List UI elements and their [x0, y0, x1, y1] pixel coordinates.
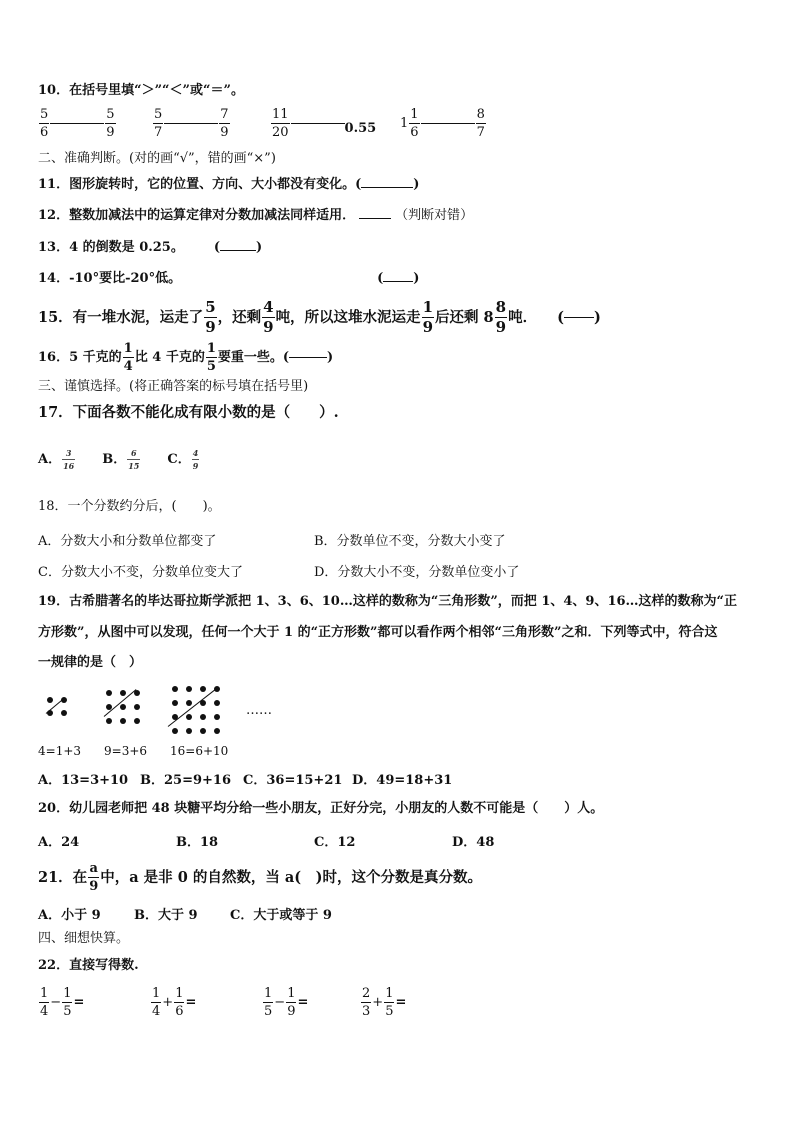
- q17-option-b[interactable]: B．: [102, 451, 127, 467]
- section-4-heading: 四、细想快算。: [38, 931, 130, 946]
- fraction: $\frac{7}{9}$: [220, 107, 229, 140]
- q18-option-a[interactable]: A．分数大小和分数单位都变了: [38, 534, 217, 549]
- q21-option-b[interactable]: B．大于 9: [134, 908, 198, 923]
- q20-option-c[interactable]: C．12: [314, 835, 356, 850]
- q16: 16．5 千克的 $\frac{1}{4}$ 比 4 千克的 $\frac{1}{5}$ 要重一些。( ): [38, 341, 334, 374]
- q20-option-b[interactable]: B．18: [176, 835, 219, 850]
- figure-caption-2: 9=3+6: [104, 744, 148, 758]
- q22-item-1: [38, 987, 84, 1018]
- answer-blank[interactable]: [564, 317, 594, 318]
- fraction: $\frac{1}{6}$: [175, 986, 184, 1019]
- q19-option-b[interactable]: B．25=9+16: [140, 773, 232, 788]
- equals-sign: =: [73, 995, 85, 1010]
- q20-text: 20．幼儿园老师把 48 块糖平均分给一些小朋友，正好分完，小朋友的人数不可能是（ ）人。: [38, 801, 604, 816]
- q10-item-1: [38, 108, 117, 139]
- figure-ellipsis: ……: [246, 703, 272, 718]
- fraction: $\frac{5}{6}$: [40, 107, 49, 140]
- answer-blank[interactable]: [164, 123, 218, 124]
- q19-option-a[interactable]: A．13=3+10: [38, 773, 129, 788]
- fraction: $\frac{a}{9}$: [89, 861, 99, 894]
- fraction: $\frac{1}{4}$: [152, 986, 161, 1019]
- fraction: $\frac{5}{9}$: [205, 298, 216, 336]
- q10-item-3: [270, 108, 376, 139]
- fraction: $\frac{4}{9}$: [192, 448, 199, 471]
- q20-option-d[interactable]: D．48: [452, 835, 495, 850]
- figure-caption-1: 4=1+3: [38, 744, 82, 758]
- q10-text: 10．在括号里填“＞”“＜”或“＝”。: [38, 83, 244, 98]
- fraction: $\frac{1}{4}$: [40, 986, 49, 1019]
- q18-option-c[interactable]: C．分数大小不变，分数单位变大了: [38, 565, 243, 580]
- answer-blank[interactable]: [421, 123, 475, 124]
- fraction: $\frac{1}{5}$: [385, 986, 394, 1019]
- figure-caption-3: 16=6+10: [170, 744, 229, 758]
- q19-line-2: 方形数”，从图中可以发现，任何一个大于 1 的“正方形数”都可以看作两个相邻“三角形数”之和．下列等式中，符合这: [38, 625, 718, 640]
- q22-item-2: [150, 987, 196, 1018]
- q18-option-b[interactable]: B．分数单位不变，分数大小变了: [314, 534, 506, 549]
- fraction: $\frac{1}{5}$: [264, 986, 273, 1019]
- fraction: $\frac{2}{3}$: [362, 986, 371, 1019]
- answer-blank[interactable]: [220, 250, 256, 251]
- q17-option-a[interactable]: A．: [38, 451, 62, 467]
- q18-option-d[interactable]: D．分数大小不变，分数单位变小了: [314, 565, 520, 580]
- fraction: $\frac{1}{4}$: [123, 341, 133, 374]
- q22-text: 22．直接写得数.: [38, 958, 139, 973]
- q20-option-a[interactable]: A．24: [38, 835, 80, 850]
- q19-line-1: 19．古希腊著名的毕达哥拉斯学派把 1、3、6、10…这样的数称为“三角形数”，而把 1、4、9、16…这样的数称为“正: [38, 594, 738, 609]
- q19-line-3: 一规律的是（ ）: [38, 655, 143, 670]
- q13: 13．4 的倒数是 0.25。 ( ): [38, 240, 263, 255]
- answer-blank[interactable]: [361, 187, 413, 188]
- q21: 21．在 $\frac{a}{9}$ 中，a 是非 0 的自然数，当 a( )时，这个分数是真分数。: [38, 861, 483, 894]
- answer-blank[interactable]: [383, 281, 413, 282]
- answer-blank[interactable]: [359, 218, 391, 219]
- q22-item-4: [360, 987, 406, 1018]
- answer-blank[interactable]: [289, 357, 327, 358]
- fraction: $\frac{3}{16}$: [63, 448, 75, 471]
- answer-blank[interactable]: [50, 123, 104, 124]
- whole-number: 1: [400, 116, 409, 131]
- fraction: $\frac{8}{7}$: [476, 107, 485, 140]
- fraction: $\frac{1}{5}$: [206, 341, 216, 374]
- q12: 12．整数加减法中的运算定律对分数加减法同样适用． （判断对错）: [38, 208, 474, 223]
- equals-sign: =: [297, 995, 309, 1010]
- q22-item-3: [262, 987, 308, 1018]
- q17-text: 17．下面各数不能化成有限小数的是（ ）.: [38, 404, 339, 421]
- q19-option-c[interactable]: C．36=15+21: [243, 773, 343, 788]
- fraction: $\frac{6}{15}$: [128, 448, 140, 471]
- equals-sign: =: [185, 995, 197, 1010]
- section-2-heading: 二、准确判断。(对的画“√”，错的画“×”): [38, 151, 276, 166]
- q21-option-a[interactable]: A．小于 9: [38, 908, 101, 923]
- equals-sign: =: [395, 995, 407, 1010]
- fraction: $\frac{4}{9}$: [263, 298, 274, 336]
- fraction: $\frac{5}{9}$: [106, 107, 115, 140]
- section-3-heading: 三、谨慎选择。(将正确答案的标号填在括号里): [38, 379, 309, 394]
- fraction: $\frac{1}{5}$: [63, 986, 72, 1019]
- operator: +: [372, 995, 384, 1010]
- q17-option-c[interactable]: C．: [167, 451, 191, 467]
- operator: −: [274, 995, 286, 1010]
- fraction: $\frac{1}{9}$: [422, 298, 433, 336]
- q10-item-2: [152, 108, 231, 139]
- operator: −: [50, 995, 62, 1010]
- q17-options: [38, 449, 200, 470]
- fraction: $\frac{1}{9}$: [287, 986, 296, 1019]
- q21-option-c[interactable]: C．大于或等于 9: [230, 908, 332, 923]
- q10-item-4: [400, 108, 487, 139]
- q11: 11．图形旋转时，它的位置、方向、大小都没有变化。( ): [38, 177, 420, 192]
- operator: +: [162, 995, 174, 1010]
- fraction: $\frac{5}{7}$: [154, 107, 163, 140]
- answer-blank[interactable]: [291, 123, 345, 124]
- fraction: $\frac{1}{6}$: [410, 107, 419, 140]
- decimal-value: 0.55: [344, 121, 377, 136]
- q14: 14．-10°要比-20°低。 ( ): [38, 271, 420, 286]
- q19-option-d[interactable]: D．49=18+31: [352, 773, 453, 788]
- fraction: $\frac{11}{20}$: [272, 107, 289, 140]
- fraction: $\frac{8}{9}$: [495, 298, 507, 336]
- q15: 15．有一堆水泥，运走了 $\frac{5}{9}$ ，还剩 $\frac{4}{9}$ 吨，所以这堆水泥运走 $\frac{1}{9}$ 后还剩 8 $\frac{8}{9}$ 吨． ( ): [38, 298, 601, 336]
- q18-text: 18．一个分数约分后，( )。: [38, 499, 221, 514]
